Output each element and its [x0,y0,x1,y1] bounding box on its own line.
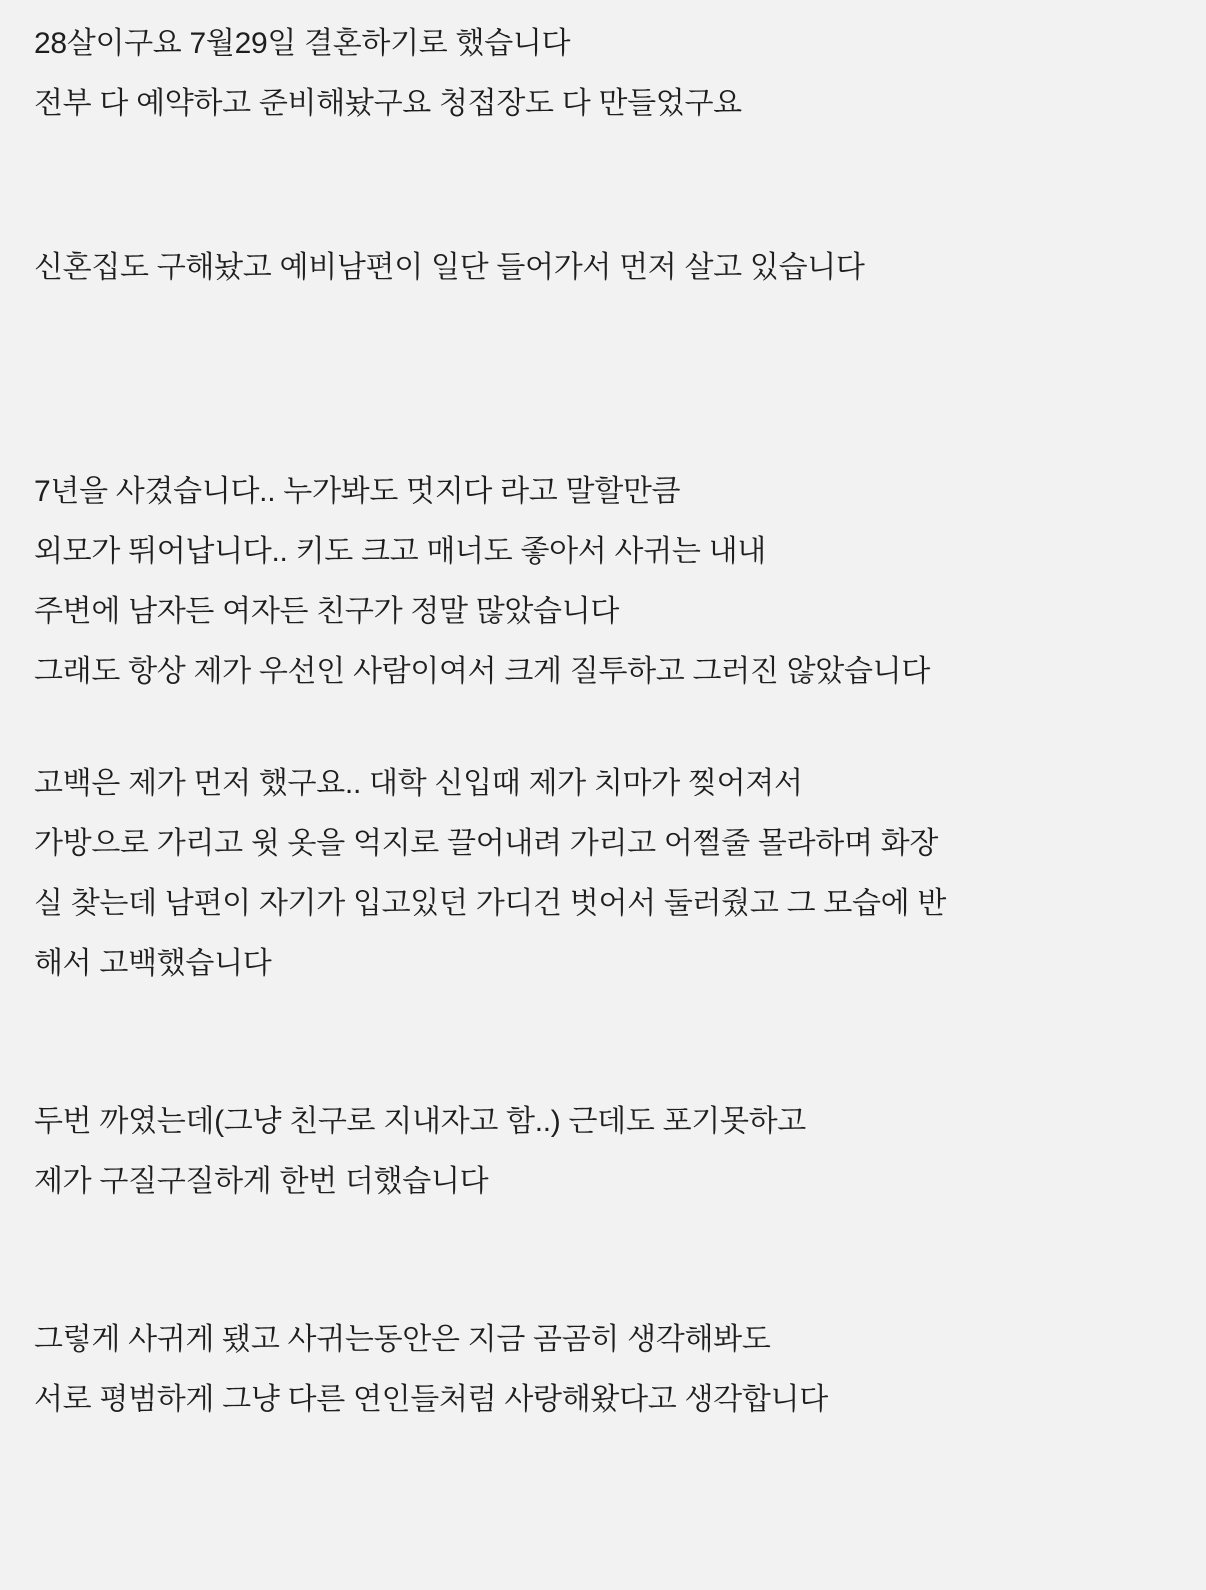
paragraph-1 [34,14,1172,134]
text-line: 전부 다 예약하고 준비해놨구요 청접장도 다 만들었구요 [34,87,742,120]
text-line: 서로 평범하게 그냥 다른 연인들처럼 사랑해왔다고 생각합니다 [34,1383,828,1416]
text-line: 주변에 남자든 여자든 친구가 정말 많았습니다 [34,595,620,628]
text-line: 그렇게 사귀게 됐고 사귀는동안은 지금 곰곰히 생각해봐도 [34,1323,771,1356]
paragraph-spacer [34,702,1172,754]
paragraph-5 [34,1092,1172,1212]
paragraph-spacer [34,1046,1172,1092]
paragraph-spacer [34,1212,1172,1264]
text-line: 그래도 항상 제가 우선인 사람이여서 크게 질투하고 그러진 않았습니다 [34,655,930,688]
text-line: 제가 구질구질하게 한번 더했습니다 [34,1165,489,1198]
text-line: 두번 까였는데(그냥 친구로 지내자고 함..) 근데도 포기못하고 [34,1105,806,1138]
paragraph-4 [34,754,1172,994]
text-line: 7년을 사겼습니다.. 누가봐도 멋지다 라고 말할만큼 [34,475,681,508]
text-line: 실 찾는데 남편이 자기가 입고있던 가디건 벗어서 둘러줬고 그 모습에 반 [34,887,947,920]
paragraph-spacer [34,994,1172,1046]
paragraph-3 [34,462,1172,702]
post-text-body [34,14,1172,1430]
paragraph-spacer [34,298,1172,410]
paragraph-spacer [34,134,1172,238]
paragraph-2 [34,238,1172,298]
text-line: 해서 고백했습니다 [34,947,272,980]
text-line: 외모가 뛰어납니다.. 키도 크고 매너도 좋아서 사귀는 내내 [34,535,766,568]
paragraph-6 [34,1310,1172,1430]
text-line: 28살이구요 7월29일 결혼하기로 했습니다 [34,27,571,60]
text-line: 가방으로 가리고 윗 옷을 억지로 끌어내려 가리고 어쩔줄 몰라하며 화장 [34,827,939,860]
text-line: 신혼집도 구해놨고 예비남편이 일단 들어가서 먼저 살고 있습니다 [34,251,865,284]
text-line: 고백은 제가 먼저 했구요.. 대학 신입때 제가 치마가 찢어져서 [34,767,803,800]
paragraph-spacer [34,410,1172,462]
paragraph-spacer [34,1264,1172,1310]
